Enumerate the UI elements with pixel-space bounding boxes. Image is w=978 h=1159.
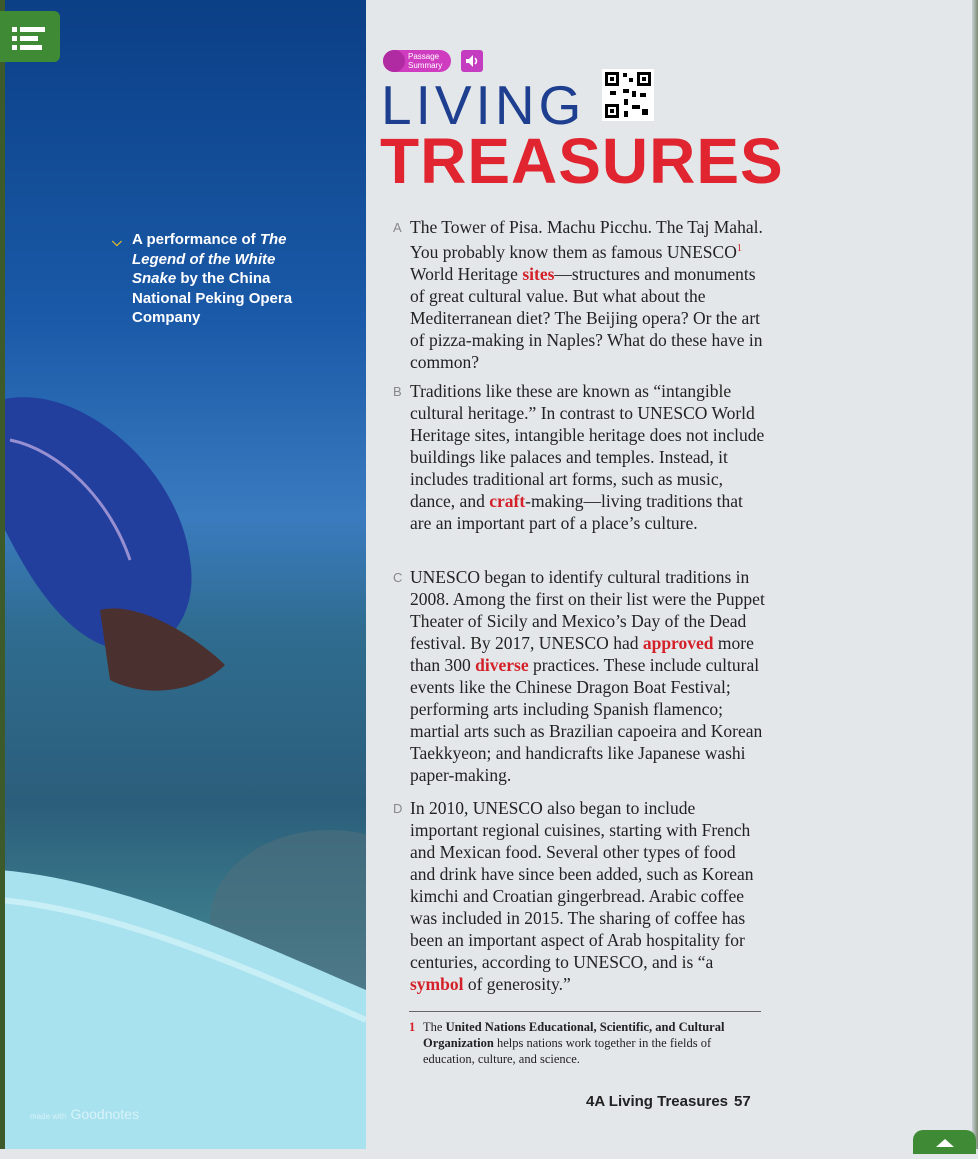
title-line-1: LIVING [381,74,586,136]
paragraph-letter: B [393,384,402,399]
lesson-tools [383,50,483,72]
chevron-down-icon: ⌵ [112,234,122,249]
panel-border [0,0,5,1149]
paragraph-c: C UNESCO began to identify cultural traditions in 2008. Among the first on their list were the Puppet Theater of Sicily and Mexico’s Day of the Dead festival. By 2017, UNESCO had approved more than 300 diverse practices. These include cultural events like the Chinese Dragon Boat Festival; performing arts including Spanish flamenco; martial arts such as Brazilian capoeira and Korean Taekkyeon; and handicrafts like Japanese washi paper-making. [393,567,765,785]
keyword[interactable]: sites [522,263,555,284]
qr-code[interactable] [602,69,654,121]
passage-summary-button[interactable]: Passage Summary [383,50,451,72]
keyword[interactable]: diverse [475,655,529,675]
keyword[interactable]: approved [642,633,714,653]
photo-caption: ⌵ A performance of The Legend of the White Snake by the China National Peking Opera Company [112,231,293,326]
paragraph-letter: D [393,801,403,816]
keyword[interactable]: symbol [410,974,464,994]
watermark: made with Goodnotes [30,1106,139,1122]
page-footer [586,1093,751,1110]
footnote-divider [409,1011,761,1012]
paragraph-letter: C [393,570,403,585]
page-number: 57 [734,1093,751,1110]
audio-button[interactable] [461,50,483,72]
list-menu-icon [0,11,60,62]
page-edge [972,0,978,1149]
qr-code-icon [602,69,654,121]
table-of-contents-button[interactable] [0,11,60,62]
scroll-up-button[interactable] [913,1130,976,1154]
triangle-up-icon [913,1130,976,1154]
paragraph-letter: A [393,220,402,235]
paragraph-b: B Traditions like these are known as “intangible cultural heritage.” In contrast to UNESCO World Heritage sites, intangible heritage does not include buildings like palaces and temples. Instead, it includes traditional art forms, such as music, dance, and craft-making—living traditions that are an important part of a place’s culture. [393,381,765,533]
paragraph-d: D In 2010, UNESCO also began to include important regional cuisines, starting with French and Mexican food. Several other types of food and drink have since been added, such as Korean kimchi and Croatian gingerbread. Arabic coffee was included in 2015. The sharing of coffee has been an important aspect of Arab hospitality for centuries, according to UNESCO, and is “a symbol of generosity.” [393,798,754,994]
title-line-2: TREASURES [380,125,784,197]
keyword[interactable]: craft [489,491,526,511]
speaker-icon [461,50,483,72]
footnote: 1 The United Nations Educational, Scientific, and Cultural Organization helps nations work together in the fields of education, culture, and science. [409,1020,725,1066]
pen-icon [383,50,405,72]
opera-photo [0,0,366,1149]
unit-label: 4A Living Treasures [586,1093,729,1110]
paragraph-a: A The Tower of Pisa. Machu Picchu. The Taj Mahal. You probably know them as famous UNESCO$^1$ World Heritage sites—structures and monuments of great cultural value. But what about the Mediterranean diet? The Beijing opera? Or the art of pizza-making in Naples? What do these have in common? [393,217,763,372]
footnote-number: 1 [409,1020,416,1034]
photo-panel [0,0,366,1149]
